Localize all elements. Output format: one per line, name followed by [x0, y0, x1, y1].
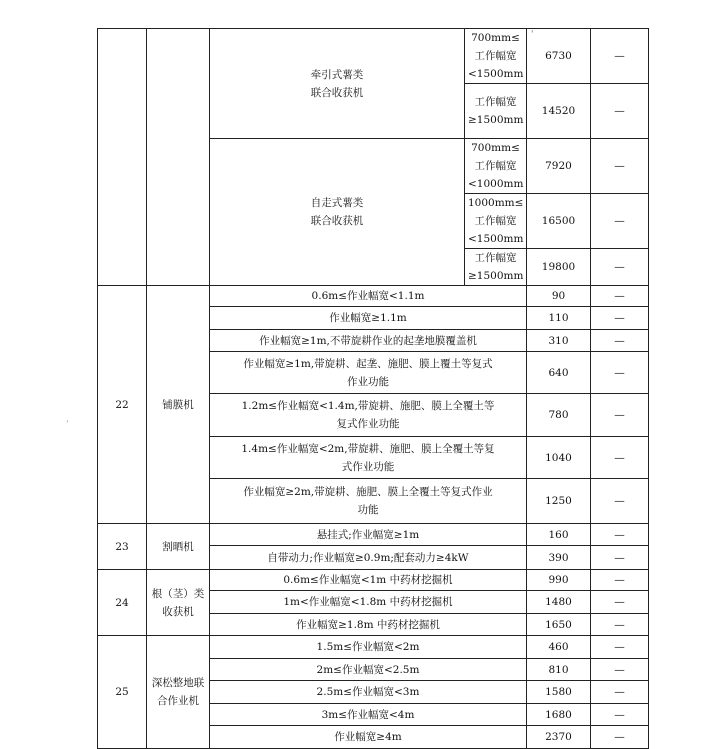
table-row — [98, 570, 649, 591]
spec-cell: 自带动力;作业幅宽≥0.9m;配套动力≥4kW — [210, 546, 527, 570]
subsidy-table — [97, 28, 649, 749]
dash-cell: — — [591, 307, 649, 330]
group-name-cell: 深松整地联 合作业机 — [147, 636, 210, 749]
table-row — [98, 286, 649, 307]
spec-cell: 工作幅宽≥1500mm — [465, 249, 527, 286]
dash-cell: — — [591, 84, 649, 139]
price-cell: 160 — [527, 524, 591, 546]
price-cell: 390 — [527, 546, 591, 570]
group-number-cell — [98, 29, 147, 286]
dash-cell: — — [591, 330, 649, 352]
spec-cell: 1000mm≤工作幅宽<1500mm — [465, 194, 527, 249]
subcategory-cell: 自走式薯类 联合收获机 — [210, 139, 465, 286]
group-number-cell: 22 — [98, 286, 147, 524]
spec-cell: 3m≤作业幅宽<4m — [210, 704, 527, 726]
table-row — [98, 29, 649, 84]
price-cell: 90 — [527, 286, 591, 307]
spec-cell: 作业幅宽≥1m,不带旋耕作业的起垄地膜覆盖机 — [210, 330, 527, 352]
dash-cell: — — [591, 524, 649, 546]
scan-mark: ' — [531, 30, 534, 40]
spec-cell: 作业幅宽≥2m,带旋耕、施肥、膜上全覆土等复式作业 功能 — [210, 479, 527, 524]
spec-cell: 2.5m≤作业幅宽<3m — [210, 681, 527, 704]
dash-cell: — — [591, 29, 649, 84]
price-cell: 1480 — [527, 591, 591, 614]
spec-cell: 1.5m≤作业幅宽<2m — [210, 636, 527, 659]
dash-cell: — — [591, 194, 649, 249]
price-cell: 780 — [527, 394, 591, 437]
spec-cell: 700mm≤工作幅宽<1000mm — [465, 139, 527, 194]
dash-cell: — — [591, 636, 649, 659]
spec-cell: 作业幅宽≥1.8m 中药材挖掘机 — [210, 614, 527, 636]
dash-cell: — — [591, 659, 649, 681]
spec-cell: 1.4m≤作业幅宽<2m,带旋耕、施肥、膜上全覆土等复 式作业功能 — [210, 437, 527, 479]
spec-cell: 悬挂式;作业幅宽≥1m — [210, 524, 527, 546]
dash-cell: — — [591, 249, 649, 286]
scan-mark: ' — [66, 420, 69, 430]
price-cell: 6730 — [527, 29, 591, 84]
group-name-cell: 铺膜机 — [147, 286, 210, 524]
price-cell: 1680 — [527, 704, 591, 726]
spec-cell: 作业幅宽≥1.1m — [210, 307, 527, 330]
dash-cell: — — [591, 726, 649, 749]
price-cell: 810 — [527, 659, 591, 681]
price-cell: 1580 — [527, 681, 591, 704]
group-number-cell: 24 — [98, 570, 147, 636]
price-cell: 990 — [527, 570, 591, 591]
price-cell: 14520 — [527, 84, 591, 139]
dash-cell: — — [591, 352, 649, 394]
spec-cell: 0.6m≤作业幅宽<1.1m — [210, 286, 527, 307]
price-cell: 1040 — [527, 437, 591, 479]
price-cell: 640 — [527, 352, 591, 394]
spec-cell: 700mm≤工作幅宽<1500mm — [465, 29, 527, 84]
dash-cell: — — [591, 479, 649, 524]
dash-cell: — — [591, 286, 649, 307]
dash-cell: — — [591, 139, 649, 194]
dash-cell: — — [591, 704, 649, 726]
spec-cell: 作业幅宽≥4m — [210, 726, 527, 749]
spec-cell: 2m≤作业幅宽<2.5m — [210, 659, 527, 681]
group-number-cell: 25 — [98, 636, 147, 749]
group-name-cell — [147, 29, 210, 286]
spec-cell: 工作幅宽≥1500mm — [465, 84, 527, 139]
group-number-cell: 23 — [98, 524, 147, 570]
price-cell: 310 — [527, 330, 591, 352]
spec-cell: 0.6m≤作业幅宽<1m 中药材挖掘机 — [210, 570, 527, 591]
price-cell: 110 — [527, 307, 591, 330]
group-name-cell: 割晒机 — [147, 524, 210, 570]
dash-cell: — — [591, 546, 649, 570]
subcategory-cell: 牵引式薯类 联合收获机 — [210, 29, 465, 139]
price-cell: 1650 — [527, 614, 591, 636]
price-cell: 19800 — [527, 249, 591, 286]
dash-cell: — — [591, 570, 649, 591]
group-name-cell: 根（茎）类 收获机 — [147, 570, 210, 636]
dash-cell: — — [591, 394, 649, 437]
table-row — [98, 524, 649, 546]
spec-cell: 1m<作业幅宽<1.8m 中药材挖掘机 — [210, 591, 527, 614]
dash-cell: — — [591, 591, 649, 614]
dash-cell: — — [591, 437, 649, 479]
price-cell: 1250 — [527, 479, 591, 524]
dash-cell: — — [591, 614, 649, 636]
spec-cell: 作业幅宽≥1m,带旋耕、起垄、施肥、膜上覆土等复式 作业功能 — [210, 352, 527, 394]
spec-cell: 1.2m≤作业幅宽<1.4m,带旋耕、施肥、膜上全覆土等 复式作业功能 — [210, 394, 527, 437]
price-cell: 7920 — [527, 139, 591, 194]
price-cell: 16500 — [527, 194, 591, 249]
dash-cell: — — [591, 681, 649, 704]
price-cell: 2370 — [527, 726, 591, 749]
price-cell: 460 — [527, 636, 591, 659]
table-row — [98, 636, 649, 659]
